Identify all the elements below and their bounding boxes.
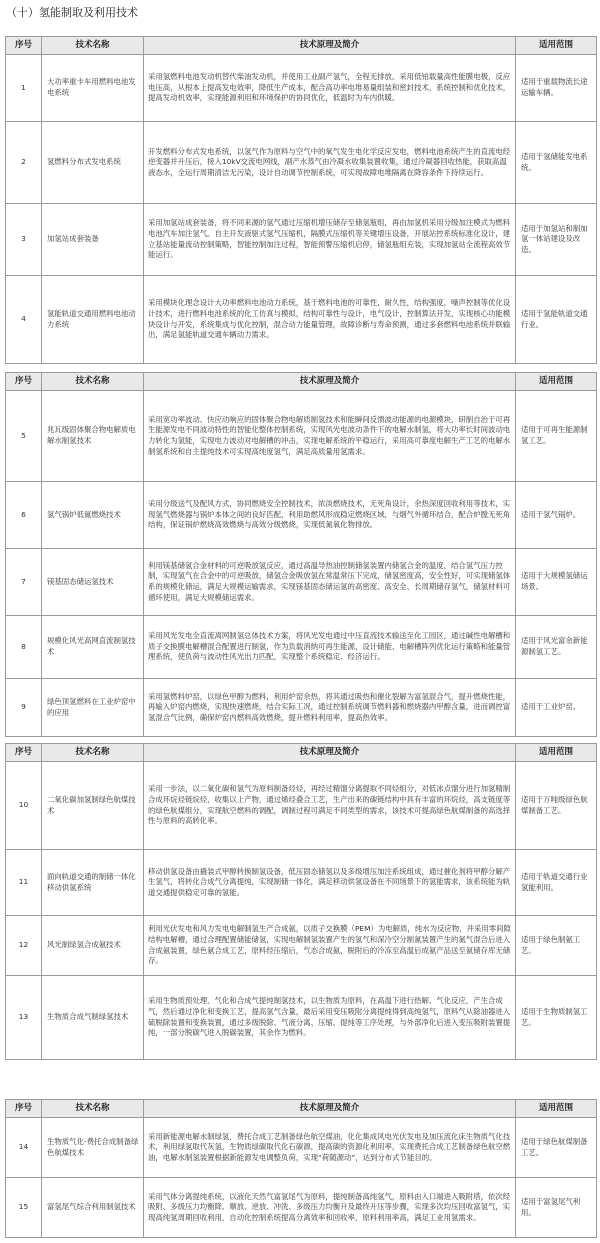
row-no: 5 bbox=[6, 391, 42, 482]
table-header-row bbox=[6, 1100, 597, 1118]
table-header-row bbox=[6, 373, 597, 391]
table-row bbox=[6, 916, 597, 976]
header-name: 技术名称 bbox=[42, 1100, 144, 1118]
table-row bbox=[6, 482, 597, 549]
row-scope: 适用于绿色制氨工艺。 bbox=[516, 916, 597, 976]
header-scope: 适用范围 bbox=[516, 744, 597, 762]
row-scope: 适用于氢气锅炉。 bbox=[516, 482, 597, 549]
table-row bbox=[6, 679, 597, 737]
table-row bbox=[6, 850, 597, 916]
row-description: 采用气体分离提纯系统，以液化天然气富氢尾气为原料，提纯制备高纯氢气，原料由入口端进入吸附塔，依次经吸附、多级压力均衡降、顺放、逆放、冲洗、多级压力均衡升及最终升压等步骤，实现多次均压回收富氢气，实现高纯氢周期回收利用，自动化控制系统提高分离效率和回收率，原料利用率高，满足工业用氢需求。 bbox=[144, 1178, 516, 1238]
row-tech-name: 镁基固态储运氢技术 bbox=[42, 549, 144, 616]
header-no: 序号 bbox=[6, 373, 42, 391]
table-row bbox=[6, 122, 597, 204]
row-description: 采用加氢站成套装备，将不同来源的氢气通过压缩机增压储存至储氢瓶组，再由加氢机采用分级加注模式为燃料电池汽车加注氢气。自主开发液驱式氢气压缩机，隔膜式压缩机等关键增压设备，开展站控系统标准化设计，建立基站能量流动控制策略，智能控制加注过程，智能预警压缩机启停，储氢瓶组充装，实现加氢站全流程高效节能运行。 bbox=[144, 204, 516, 276]
row-description: 采用生物质预处理、气化和合成气提纯制氢技术，以生物质为原料，在高温下进行热解、气化反应，产生合成气，然后通过净化和变换工艺，提高氢气含量，最后采用变压吸附分离提纯得到高纯氢气，原料气从除油器进入硫脱除装置和变换装置，通过多级脱除、气液分离、压缩、提纯等工序处理，与外部净化后进入变压吸附装置提纯，一部分脱碳气进入脱碳装置，其余作为燃料。 bbox=[144, 976, 516, 1060]
row-no: 7 bbox=[6, 549, 42, 616]
row-scope: 适用于大规模氢储运场景。 bbox=[516, 549, 597, 616]
row-description: 采用宽功率波动、快应动响应的固体聚合物电解质制氢技术和能瞬间反馈波动能源的电源模块，研制自治于可再生能源发电不同波动特性的智能化整体控制系统，实现风光电波动条件下的电解水制氢，将大功率长时间波动电力转化为氢能，实现电力波动对电解槽的冲击，实现电解系统的平稳运行，采用高可靠度电解生产工艺的电解水制氢系统和自主提纯技术可实现高纯度氢气，满足高质量用氢需求。 bbox=[144, 391, 516, 482]
table-row bbox=[6, 976, 597, 1060]
row-tech-name: 面向轨道交通的制储一体化移动供氢系统 bbox=[42, 850, 144, 916]
row-description: 采用氢燃料电池发动机替代柴油发动机，并使用工业副产氢气，全程无排放。采用低铂载量高性能膜电极，反应电压高，从根本上提高发电效率，降低生产成本，配合高功率电堆易量组装和密封技术，系统控制和优化技术，提高发动机效率，实现能源利用和环境保护的协同优化，低温时为车内供暖。 bbox=[144, 55, 516, 122]
row-no: 15 bbox=[6, 1178, 42, 1238]
row-scope: 适用于工业炉窑。 bbox=[516, 679, 597, 737]
row-description: 移动供氢设备由撬装式甲醇转换制氢设备，低压固态储氢以及多级增压加注系统组成，通过催化剂将甲醇分解产生氢气，将转化合成气分离提纯，实现制储一体化，满足移动供氢设备在不同场景下的氢能需求，该系统能为轨道交通提供稳定可靠的氢能。 bbox=[144, 850, 516, 916]
row-tech-name: 富氢尾气综合利用制氢技术 bbox=[42, 1178, 144, 1238]
row-scope: 适用于万吨级绿色航煤制备工艺。 bbox=[516, 762, 597, 850]
row-description: 采用模块化理念设计大功率燃料电池动力系统，基于燃料电池的可靠性，耐久性，结构强度，噪声控制等优化设计技术，进行燃料电池系统的化工仿真与模拟，结构可靠性与设计，电气设计，控制算法开发，实现核心功能模块设计与开发，系统集成与优化控制，混合动力能量管理，故障诊断与寿命预测，通过多套燃料电池系统并联输出，满足氢能轨道交通车辆动力需求。 bbox=[144, 276, 516, 364]
row-no: 2 bbox=[6, 122, 42, 204]
row-tech-name: 大功率重卡车用燃料电池发电系统 bbox=[42, 55, 144, 122]
header-desc: 技术原理及简介 bbox=[144, 744, 516, 762]
row-tech-name: 绿色顶氢燃料在工业炉窑中的应用 bbox=[42, 679, 144, 737]
row-no: 1 bbox=[6, 55, 42, 122]
row-tech-name: 兆瓦级固体聚合物电解质电解水制氢技术 bbox=[42, 391, 144, 482]
tech-table-4 bbox=[5, 1099, 597, 1238]
row-no: 8 bbox=[6, 616, 42, 679]
row-description: 采用新能源电解水制绿氢，费托合成工艺制备绿色航空煤油，化化集成风电光伏发电及加压流化床生物质气化技术，利用绿氢取代灰氢，生物质绿碳取代化石碳源，提高碳的资源化利用率，实现费托合成工艺制备绿色航空燃油，电解水制氢装置根据新能源发电调整负荷，实现“荷随源动”，达到分布式节能目的。 bbox=[144, 1118, 516, 1178]
row-scope: 适用于重载物流长途运输车辆。 bbox=[516, 55, 597, 122]
row-no: 13 bbox=[6, 976, 42, 1060]
row-no: 9 bbox=[6, 679, 42, 737]
header-name: 技术名称 bbox=[42, 744, 144, 762]
header-name: 技术名称 bbox=[42, 37, 144, 55]
header-no: 序号 bbox=[6, 744, 42, 762]
row-no: 6 bbox=[6, 482, 42, 549]
row-tech-name: 氢燃料分布式发电系统 bbox=[42, 122, 144, 204]
row-description: 采用氢燃料炉窑，以绿色甲醇为燃料，利用炉窑余热，将其通过吸热和催化裂解为富氢混合气，提升燃烧性能，再输入炉窑内燃烧，实现快速燃烧，结合实际工况，通过控制系统调节燃料器和燃烧器内甲醇含量，进而调控富氢混合气比例，确保炉窑内燃料高效燃烧，提升燃料利用率，提高热效率。 bbox=[144, 679, 516, 737]
tech-table-2 bbox=[5, 372, 597, 737]
table-row bbox=[6, 1178, 597, 1238]
header-scope: 适用范围 bbox=[516, 37, 597, 55]
row-no: 11 bbox=[6, 850, 42, 916]
table-row bbox=[6, 1118, 597, 1178]
row-description: 采用分级送气及配风方式，协同燃烧安全控制技术，浓淡燃烧技术，无死角设计，余热深度回收利用等技术，实现氢气燃烧器与锅炉本体之间的良好匹配，利用助燃风形成稳定燃烧区域，与烟气外循环结合，配合炉膛无死角结构，保证锅炉燃烧高效燃烧与高效分级燃烧，实现低氮氧化物排放。 bbox=[144, 482, 516, 549]
header-no: 序号 bbox=[6, 37, 42, 55]
row-scope: 适用于可再生能源制氢工艺。 bbox=[516, 391, 597, 482]
row-description: 开发燃料分布式发电系统，以氢气作为原料与空气中的氧气发生电化学反应发电，燃料电池系统产生的直流电经逆变器并升压后，接入10kV交流电网线，副产水蒸气由冷凝水收集装置收集，通过冷凝器回收热能，获取高温液态水，全运行周期清洁无污染，设计自动调节控制系统，可实现故障电堆隔离在降容条件下持续运行。 bbox=[144, 122, 516, 204]
table-row bbox=[6, 276, 597, 364]
table-row bbox=[6, 204, 597, 276]
row-scope: 适用于加氢站和制加氢一体站建设及改造。 bbox=[516, 204, 597, 276]
row-no: 14 bbox=[6, 1118, 42, 1178]
table-header-row bbox=[6, 744, 597, 762]
tech-table-3 bbox=[5, 743, 597, 1060]
row-tech-name: 生物质气化-费托合成制备绿色航煤技术 bbox=[42, 1118, 144, 1178]
row-description: 采用风光发电全直流离网制氢总体技术方案，将风光发电通过中压直流技术输送至化工园区，通过碱性电解槽和质子交换膜电解槽混合配置进行制氢，作为负载消纳可再生能源，设计储能、电解槽阵列优化运行策略和能量管理系统，使负荷与波动性风光出力匹配，实现整个系统稳定、经济运行。 bbox=[144, 616, 516, 679]
row-scope: 适用于生物质制氢工艺。 bbox=[516, 976, 597, 1060]
row-tech-name: 规模化风光高网直流制氢技术 bbox=[42, 616, 144, 679]
row-scope: 适用于氢能轨道交通行业。 bbox=[516, 276, 597, 364]
table-header-row bbox=[6, 37, 597, 55]
row-tech-name: 生物质合成气制绿氢技术 bbox=[42, 976, 144, 1060]
table-row bbox=[6, 391, 597, 482]
header-desc: 技术原理及简介 bbox=[144, 1100, 516, 1118]
row-description: 利用镁基储氢合金材料的可逆吸放氢反应，通过高温导热油控制储氢装置内储氢合金的温度，结合氢气压力控制，实现氢气在合金中的可逆吸放，储氢合金吸放氢在常温常压下完成，储氢密度高，安全性好，可实现储氢体系的规模化储运，满足大规模运输需求，实现镁基固态储运氢的高密度、高安全、长周期储存氢气，储氢材料可循环使用，满足大规模储运需求。 bbox=[144, 549, 516, 616]
header-desc: 技术原理及简介 bbox=[144, 373, 516, 391]
row-tech-name: 加氢站成套装备 bbox=[42, 204, 144, 276]
header-scope: 适用范围 bbox=[516, 1100, 597, 1118]
table-row bbox=[6, 616, 597, 679]
table-row bbox=[6, 762, 597, 850]
row-tech-name: 风光制绿氢合成氨技术 bbox=[42, 916, 144, 976]
section-title: （十）氢能制取及利用技术 bbox=[6, 6, 138, 19]
row-scope: 适用于绿色航煤制备工艺。 bbox=[516, 1118, 597, 1178]
row-description: 采用一步法，以二氧化碳和氢气为原料制备烃烃，再经过精馏分离提取不同烃组分，对低冰点馏分进行加氢精制合成环烷烃链烷烃，收集以上产物，通过烯烃叠合工艺，生产出来的碳链结构中具有丰富的环烷烃，高支链度等的绿色航煤组分，实现航空燃料的调配，调制过程可满足不同类型的需求，该技术可提高绿色航煤制备的高选择性与原料的高转化率。 bbox=[144, 762, 516, 850]
row-no: 4 bbox=[6, 276, 42, 364]
table-row bbox=[6, 549, 597, 616]
tech-table-1 bbox=[5, 36, 597, 364]
header-name: 技术名称 bbox=[42, 373, 144, 391]
header-no: 序号 bbox=[6, 1100, 42, 1118]
header-desc: 技术原理及简介 bbox=[144, 37, 516, 55]
header-scope: 适用范围 bbox=[516, 373, 597, 391]
row-no: 10 bbox=[6, 762, 42, 850]
row-description: 利用光伏发电和风力发电电解制氢生产合成氨，以质子交换膜（PEM）为电解质，纯水为反应物，并采用零间隙结构电解槽，通过合理配置储能储氢，实现电解制氢装置产生的氢气和深冷空分制氮装置产生的氮气混合后进入合成氨装置，绿色氨合成工艺，原料经压缩后，气态合成氨，脱附后的冷冻至高温后成氨产品送至氨储存库无储存。 bbox=[144, 916, 516, 976]
row-scope: 适用于风光富余新能源制氢工艺。 bbox=[516, 616, 597, 679]
row-tech-name: 氢气锅炉低氮燃烧技术 bbox=[42, 482, 144, 549]
row-scope: 适用于氢储能发电系统。 bbox=[516, 122, 597, 204]
row-scope: 适用于富氢尾气利用。 bbox=[516, 1178, 597, 1238]
row-scope: 适用于轨道交通行业氢能利用。 bbox=[516, 850, 597, 916]
row-tech-name: 二氧化碳加氢制绿色航煤技术 bbox=[42, 762, 144, 850]
row-no: 12 bbox=[6, 916, 42, 976]
row-no: 3 bbox=[6, 204, 42, 276]
row-tech-name: 氢能轨道交通用燃料电池动力系统 bbox=[42, 276, 144, 364]
table-row bbox=[6, 55, 597, 122]
